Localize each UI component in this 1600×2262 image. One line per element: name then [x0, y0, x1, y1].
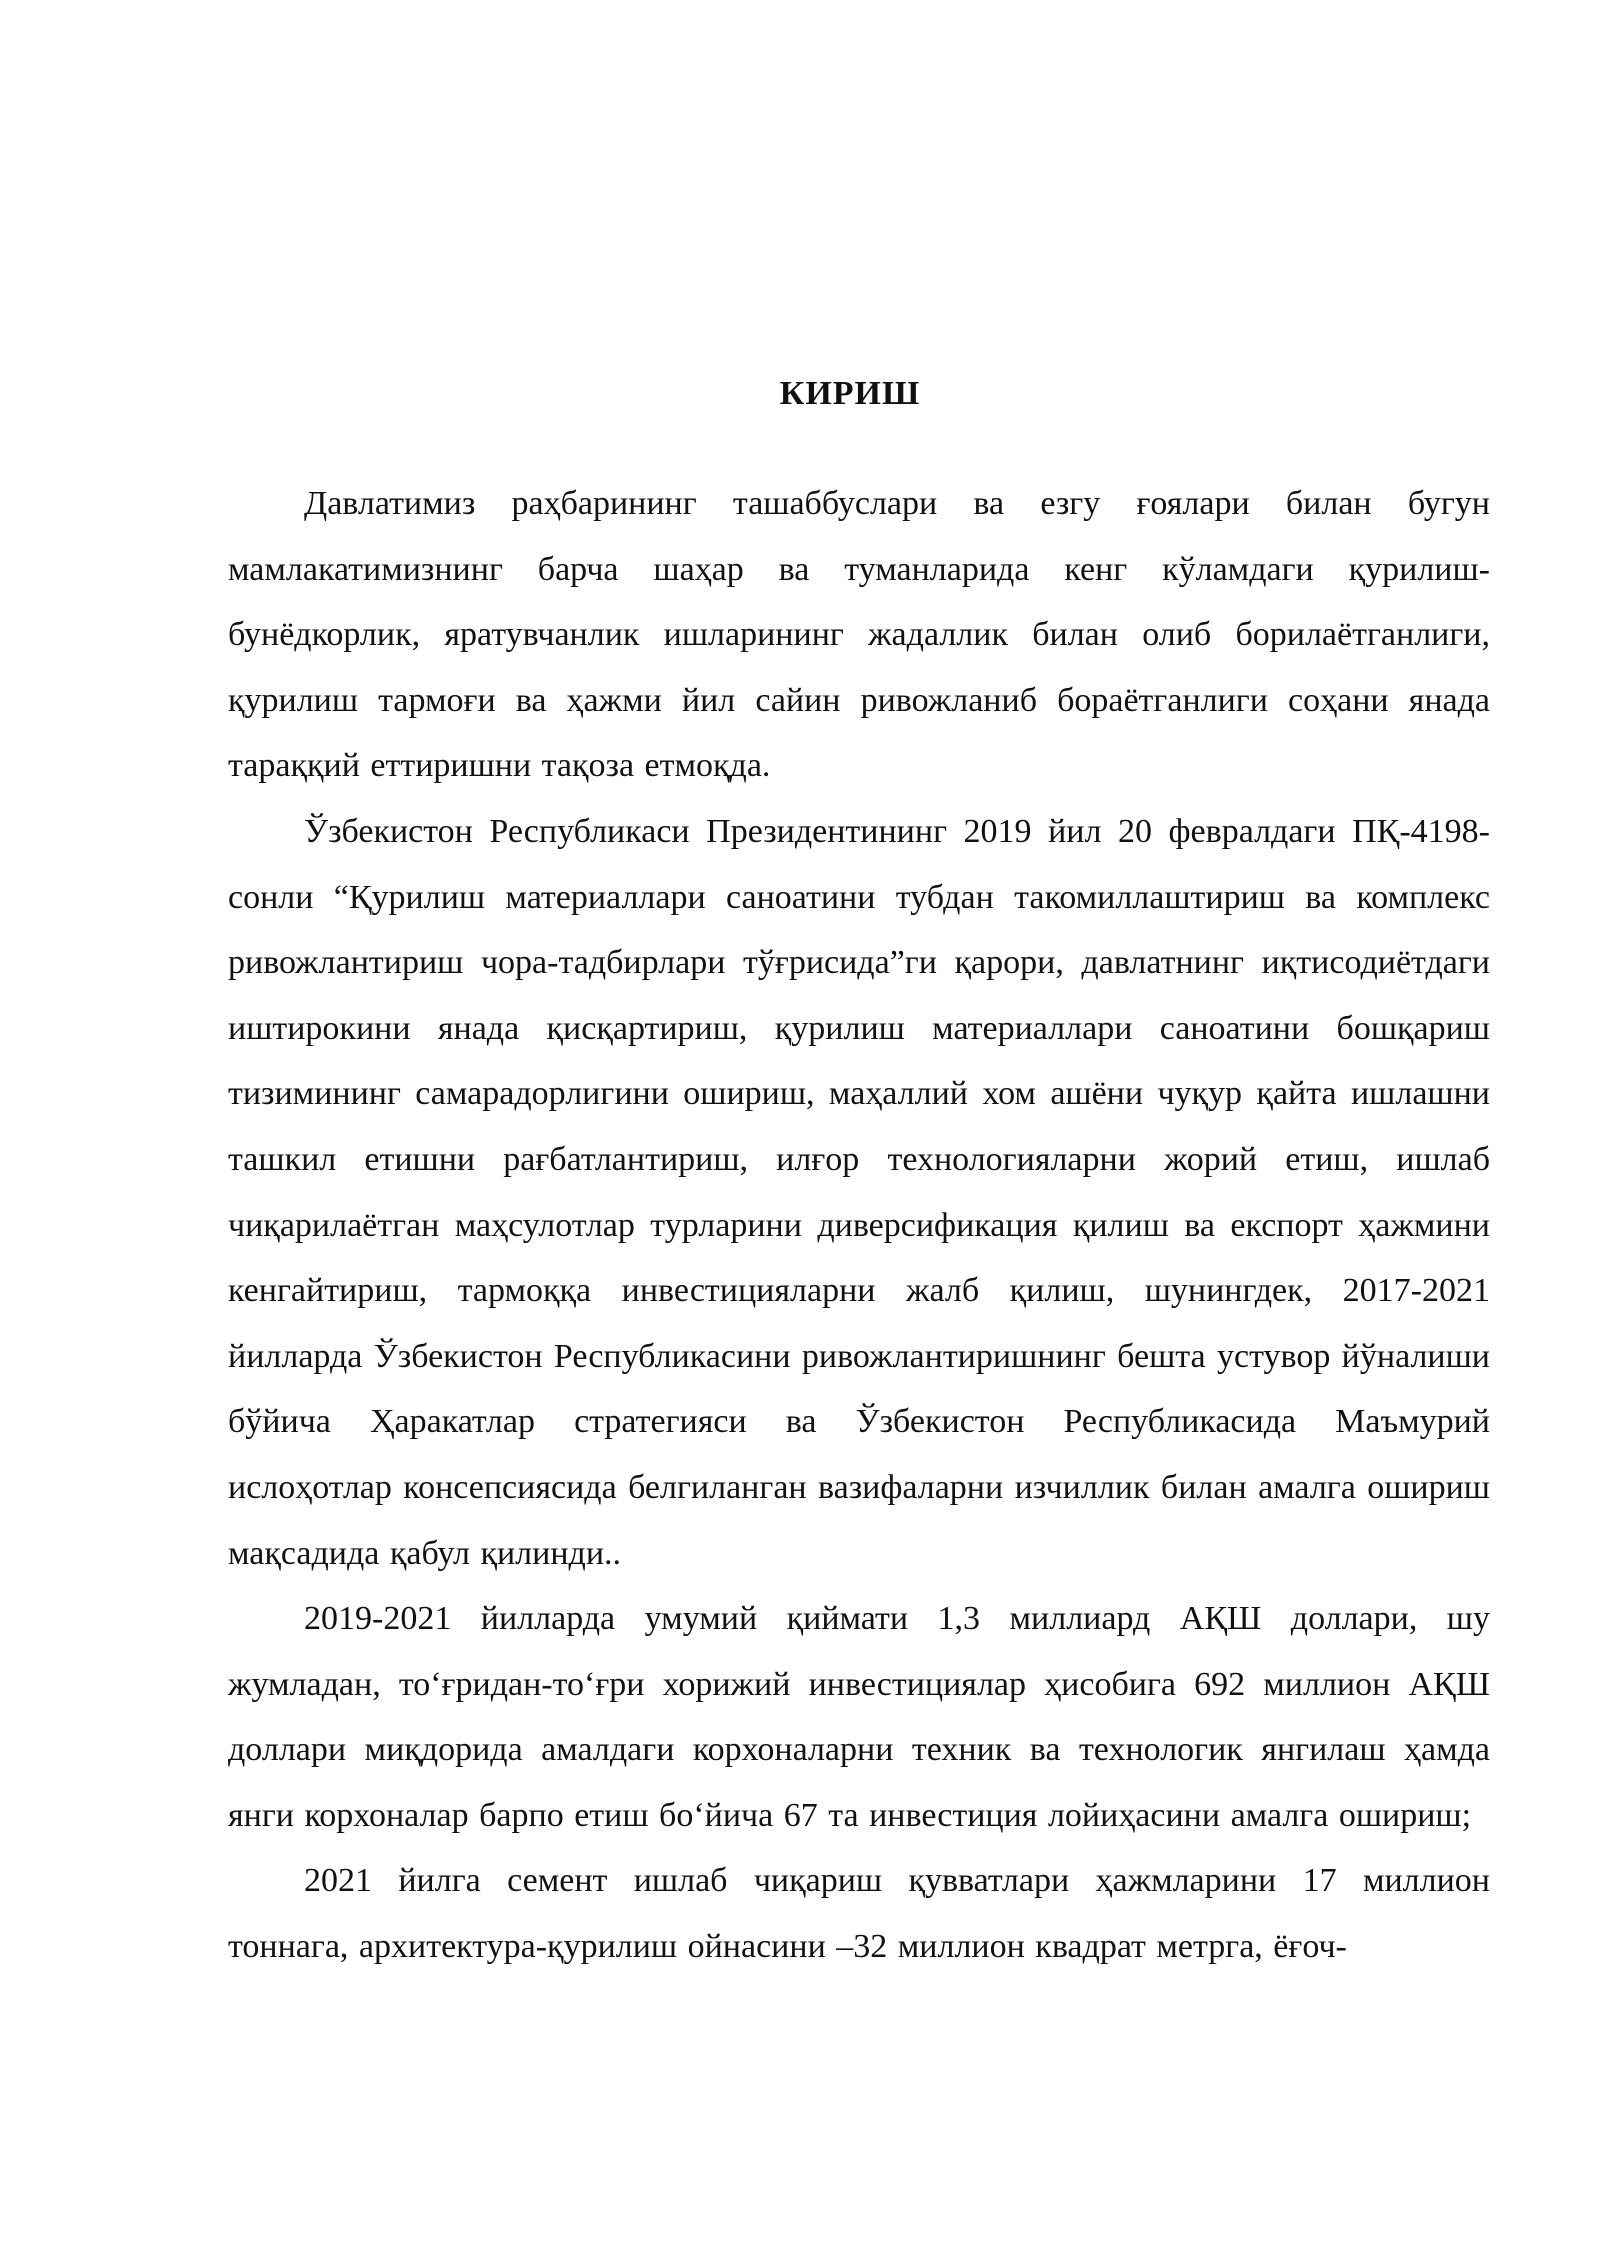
page-title: КИРИШ: [779, 375, 921, 412]
paragraph-4: 2021 йилга семент ишлаб чиқариш қувватлари ҳажмларини 17 миллион тоннага, архитектура-қурилиш ойнасини –32 миллион квадрат метрга, ёғоч-: [228, 1862, 1490, 1966]
paragraph-3: 2019-2021 йилларда умумий қиймати 1,3 миллиард АҚШ доллари, шу жумладан, тоʻғридан-тоʻғри хорижий инвестициялар ҳисобига 692 миллион АҚШ доллари миқдорида амалдаги корхоналарни техник ва технологик янгилаш ҳамда янги корхоналар барпо етиш боʻйича 67 та инвестиция лойиҳасини амалга ошириш;: [228, 1600, 1490, 1834]
paragraph-2: Ўзбекистон Республикаси Президентининг 2019 йил 20 февралдаги ПҚ-4198-сонли “Қурилиш материаллари саноатини тубдан такомиллаштириш ва комплекс ривожлантириш чора-тадбирлари тўғрисида”ги қарори, давлатнинг иқтисодиётдаги иштирокини янада қисқартириш, қурилиш материаллари саноатини бошқариш тизимининг самарадорлигини ошириш, маҳаллий хом ашёни чуқур қайта ишлашни ташкил етишни рағбатлантириш, илғор технологияларни жорий етиш, ишлаб чиқарилаётган маҳсулотлар турларини диверсификация қилиш ва експорт ҳажмини кенгайтириш, тармоққа инвестицияларни жалб қилиш, шунингдек, 2017-2021 йилларда Ўзбекистон Республикасини ривожлантиришнинг бешта устувор йўналиши бўйича Ҳаракатлар стратегияси ва Ўзбекистон Республикасида Маъмурий ислоҳотлар консепсиясида белгиланган вазифаларни изчиллик билан амалга ошириш мақсадида қабул қилинди..: [228, 812, 1490, 1572]
body-text: [228, 471, 1490, 1980]
paragraph-1: Давлатимиз раҳбарининг ташаббуслари ва езгу ғоялари билан бугун мамлакатимизнинг барча шаҳар ва туманларида кенг кўламдаги қурилиш-бунёдкорлик, яратувчанлик ишларининг жадаллик билан олиб борилаётганлиги, қурилиш тармоғи ва ҳажми йил сайин ривожланиб бораётганлиги соҳани янада тараққий еттиришни тақоза етмоқда.: [228, 485, 1490, 785]
